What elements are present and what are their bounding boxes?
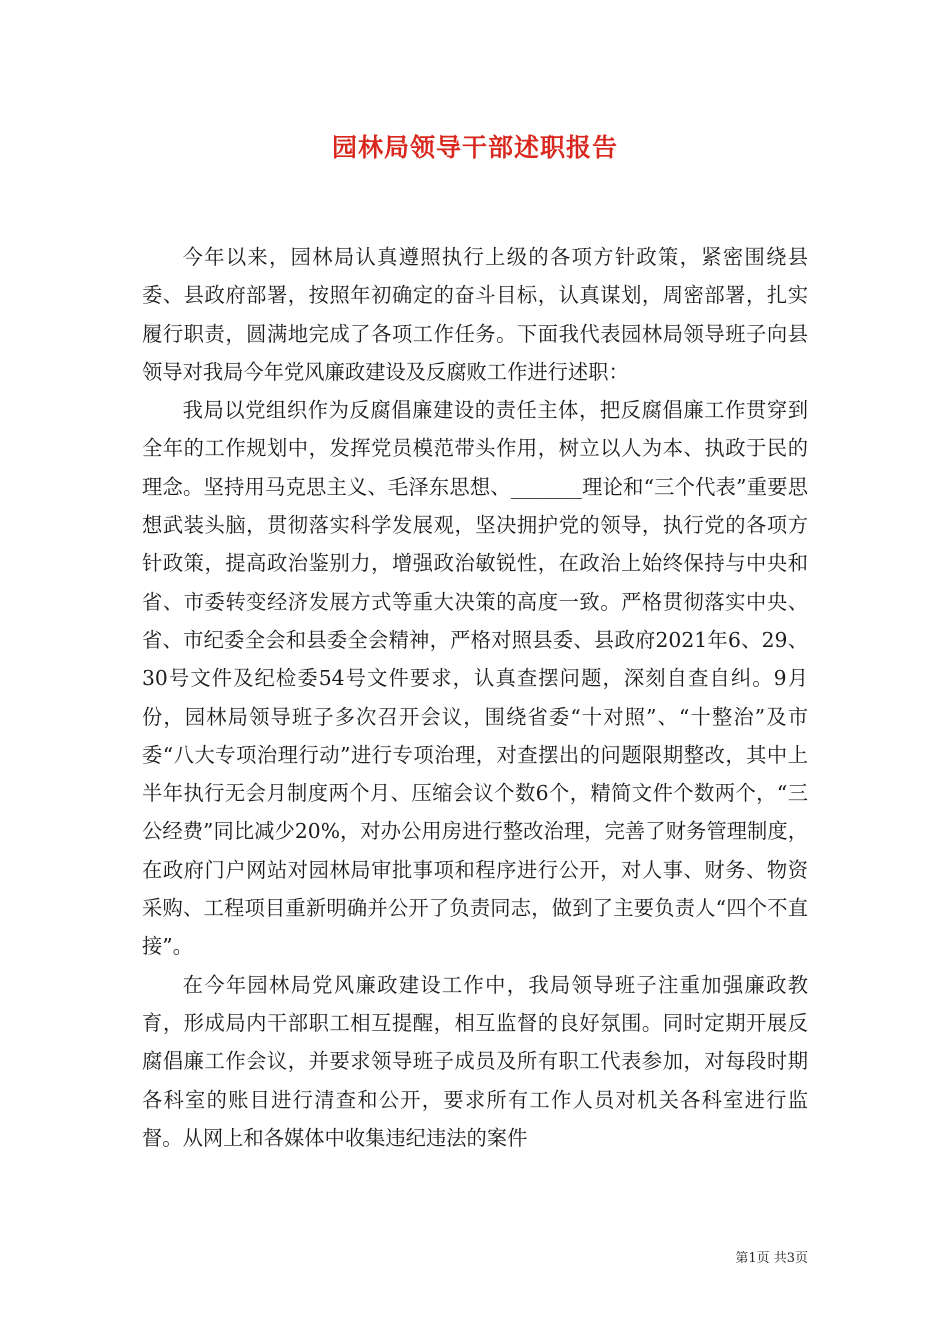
paragraph-education: 在今年园林局党风廉政建设工作中，我局领导班子注重加强廉政教育，形成局内干部职工相互提醒，相互监督的良好氛围。同时定期开展反腐倡廉工作会议，并要求领导班子成员及所有职工代表参加，对每段时期各科室的账目进行清查和公开，要求所有工作人员对机关各科室进行监督。从网上和各媒体中收集违纪违法的案件 (142, 972, 808, 1150)
paragraph-anticorruption: 我局以党组织作为反腐倡廉建设的责任主体，把反腐倡廉工作贯穿到全年的工作规划中，发挥党员模范带头作用，树立以人为本、执政于民的理念。坚持用马克思主义、毛泽东思想、_______理论和“三个代表”重要思想武装头脑，贯彻落实科学发展观，坚决拥护党的领导，执行党的各项方针政策，提高政治鉴别力，增强政治敏锐性，在政治上始终保持与中央和省、市委转变经济发展方式等重大决策的高度一致。严格贯彻落实中央、省、市纪委全会和县委全会精神，严格对照县委、县政府2021年6、29、30号文件及纪检委54号文件要求，认真查摆问题，深刻自查自纠。9月份，园林局领导班子多次召开会议，围绕省委“十对照”、“十整治”及市委“八大专项治理行动”进行专项治理，对查摆出的问题限期整改，其中上半年执行无会月制度两个月、压缩会议个数6个，精简文件个数两个，“三公经费”同比减少20%，对办公用房进行整改治理，完善了财务管理制度，在政府门户网站对园林局审批事项和程序进行公开，对人事、财务、物资采购、工程项目重新明确并公开了负责同志，做到了主要负责人“四个不直接”。 (142, 398, 808, 959)
document-title: 园林局领导干部述职报告 (331, 133, 618, 162)
page-number: 第1页 共3页 (735, 1251, 808, 1266)
document-body (142, 238, 808, 1157)
paragraph-intro: 今年以来，园林局认真遵照执行上级的各项方针政策，紧密围绕县委、县政府部署，按照年初确定的奋斗目标，认真谋划，周密部署，扎实履行职责，圆满地完成了各项工作任务。下面我代表园林局领导班子向县领导对我局今年党风廉政建设及反腐败工作进行述职： (142, 245, 808, 384)
